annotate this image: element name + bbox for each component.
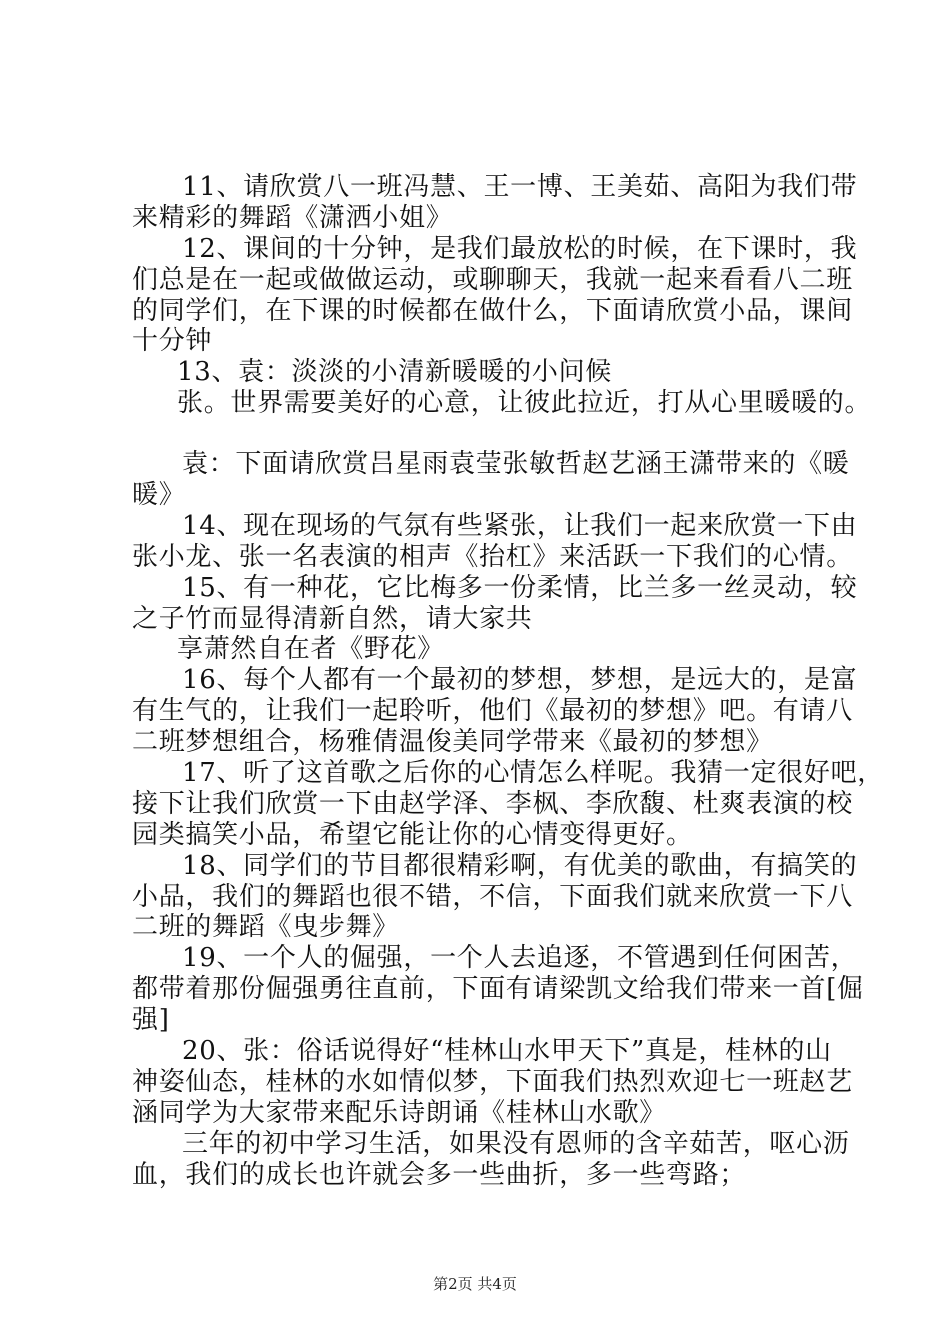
text-line: 十分钟 [132, 326, 213, 357]
text-line: 13、袁：淡淡的小清新暖暖的小问候 [177, 357, 612, 388]
blank-line [132, 419, 832, 449]
text-line: 血，我们的成长也许就会多一些曲折，多一些弯路； [132, 1159, 747, 1190]
text-line: 强] [132, 1005, 170, 1036]
text-line: 二班的舞蹈《曳步舞》 [132, 912, 400, 943]
text-line: 园类搞笑小品，希望它能让你的心情变得更好。 [132, 819, 693, 850]
text-line: 小品，我们的舞蹈也很不错，不信，下面我们就来欣赏一下八 [132, 881, 853, 912]
text-line: 二班梦想组合，杨雅倩温俊美同学带来《最初的梦想》 [132, 727, 773, 758]
text-line: 张。世界需要美好的心意，让彼此拉近，打从心里暖暖的。 [177, 388, 872, 419]
text-line: 有生气的，让我们一起聆听，他们《最初的梦想》吧。有请八 [132, 696, 853, 727]
text-line: 12、课间的十分钟，是我们最放松的时候，在下课时，我 [182, 233, 858, 264]
text-line: 19、一个人的倔强，一个人去追逐，不管遇到任何困苦， [182, 943, 858, 974]
text-line: 14、现在现场的气氛有些紧张，让我们一起来欣赏一下由 [182, 510, 858, 541]
text-line: 涵同学为大家带来配乐诗朗诵《桂林山水歌》 [132, 1097, 667, 1128]
text-line: 享萧然自在者《野花》 [177, 634, 445, 665]
text-line: 11、请欣赏八一班冯慧、王一博、王美茹、高阳为我们带 [182, 172, 858, 202]
text-line: 神姿仙态，桂林的水如情似梦，下面我们热烈欢迎七一班赵艺 [132, 1066, 853, 1097]
text-line: 接下让我们欣赏一下由赵学泽、李枫、李欣馥、杜爽表演的校 [132, 788, 853, 819]
text-line: 三年的初中学习生活，如果没有恩师的含辛茹苦，呕心沥 [182, 1128, 850, 1159]
text-line: 袁：下面请欣赏吕星雨袁莹张敏哲赵艺涵王潇带来的《暖 [182, 449, 850, 480]
text-line: 之子竹而显得清新自然，请大家共 [132, 603, 533, 634]
text-line: 18、同学们的节目都很精彩啊，有优美的歌曲，有搞笑的 [182, 850, 858, 881]
text-line: 15、有一种花，它比梅多一份柔情，比兰多一丝灵动，较 [182, 572, 858, 603]
text-line: 17、听了这首歌之后你的心情怎么样呢。我猜一定很好吧， [182, 758, 884, 789]
body-text [132, 172, 884, 1191]
page-footer: 第2页 共4页 [433, 1275, 517, 1293]
text-line: 们总是在一起或做做运动，或聊聊天，我就一起来看看八二班 [132, 264, 853, 295]
text-line: 暖》 [132, 480, 186, 511]
text-line: 来精彩的舞蹈《潇洒小姐》 [132, 202, 453, 233]
text-line: 16、每个人都有一个最初的梦想，梦想，是远大的，是富 [182, 665, 858, 696]
text-line: 都带着那份倔强勇往直前，下面有请梁凯文给我们带来一首[倔 [132, 974, 864, 1005]
text-line: 张小龙、张一名表演的相声《抬杠》来活跃一下我们的心情。 [132, 541, 853, 572]
text-line: 20、张：俗话说得好“桂林山水甲天下”真是，桂林的山 [182, 1036, 832, 1067]
text-line: 的同学们，在下课的时候都在做什么，下面请欣赏小品，课间 [132, 295, 853, 326]
